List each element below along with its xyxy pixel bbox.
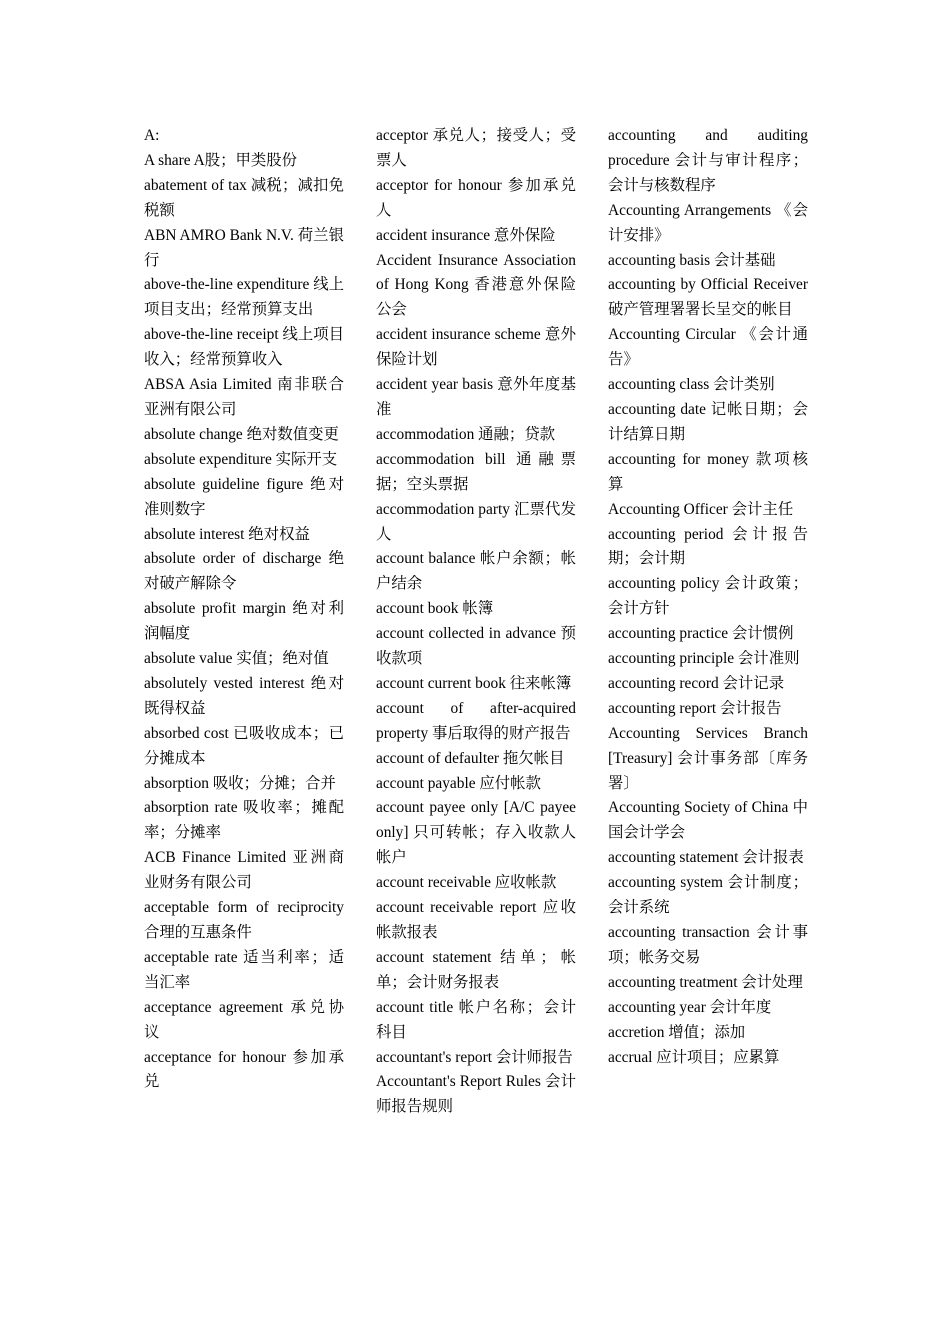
- glossary-entry: accounting treatment 会计处理: [608, 973, 803, 991]
- glossary-entry: accident year basis 意外年度基准: [376, 376, 576, 418]
- glossary-entry: Accounting Circular 《会计通告》: [608, 326, 808, 369]
- glossary-entry: A:: [144, 127, 160, 144]
- glossary-entry: account statement 结单；帐单；会计财务报表: [376, 948, 576, 991]
- glossary-entry: absolute value 实值；绝对值: [144, 650, 329, 668]
- glossary-entry: acceptor for honour 参加承兑人: [376, 176, 576, 219]
- glossary-entry: accounting record 会计记录: [608, 674, 785, 692]
- glossary-entry: accounting and auditing procedure 会计与审计程序；会计与核数程序: [608, 127, 808, 194]
- glossary-column-3: [608, 124, 808, 1070]
- glossary-entry: account collected in advance 预收款项: [376, 625, 576, 668]
- glossary-entry: account of after-acquired property 事后取得的财产报告: [376, 699, 576, 742]
- glossary-entry: abatement of tax 减税；减扣免税额: [144, 176, 344, 219]
- glossary-entry: accounting practice 会计惯例: [608, 625, 794, 643]
- glossary-entry: A share A股；甲类股份: [144, 151, 298, 169]
- glossary-entry: accountant's report 会计师报告: [376, 1048, 573, 1066]
- glossary-entry: acceptable form of reciprocity 合理的互惠条件: [144, 899, 344, 941]
- glossary-entry: Accounting Society of China 中国会计学会: [608, 799, 808, 842]
- glossary-entry: accounting report 会计报告: [608, 699, 782, 717]
- glossary-entry: Accounting Arrangements 《会计安排》: [608, 201, 808, 244]
- glossary-entry: accounting for money 款项核算: [608, 450, 808, 493]
- glossary-entry: accounting principle 会计准则: [608, 650, 800, 668]
- glossary-entry: account payable 应付帐款: [376, 774, 541, 792]
- glossary-entry: absolute profit margin 绝对利润幅度: [144, 600, 344, 643]
- glossary-entry: accounting basis 会计基础: [608, 251, 776, 269]
- glossary-entry: absolute expenditure 实际开支: [144, 450, 338, 468]
- glossary-entry: accommodation 通融；贷款: [376, 425, 556, 443]
- glossary-entry: acceptance for honour 参加承兑: [144, 1048, 344, 1091]
- glossary-entry: account receivable 应收帐款: [376, 874, 557, 892]
- glossary-entry: accounting transaction 会计事项；帐务交易: [608, 924, 808, 966]
- glossary-entry: Accounting Officer 会计主任: [608, 500, 794, 518]
- glossary-entry: accounting by Official Receiver 破产管理署署长呈交的帐目: [608, 276, 808, 319]
- glossary-entry: acceptor 承兑人；接受人；受票人: [376, 127, 576, 169]
- glossary-entry: Accounting Services Branch [Treasury] 会计事务部〔库务署〕: [608, 724, 808, 792]
- glossary-entry: accretion 增值；添加: [608, 1023, 746, 1041]
- glossary-entry: absolute change 绝对数值变更: [144, 425, 339, 443]
- glossary-entry: accounting class 会计类别: [608, 376, 775, 394]
- glossary-entry: absorbed cost 已吸收成本；已分摊成本: [144, 724, 344, 767]
- glossary-entry: Accountant's Report Rules 会计师报告规则: [376, 1073, 576, 1116]
- glossary-entry: accident insurance 意外保险: [376, 226, 556, 244]
- glossary-entry: accounting year 会计年度: [608, 998, 772, 1016]
- glossary-column-2: [376, 124, 576, 1120]
- glossary-entry: account of defaulter 拖欠帐目: [376, 749, 565, 767]
- glossary-entry: acceptance agreement 承兑协议: [144, 998, 344, 1041]
- glossary-entry: accommodation party 汇票代发人: [376, 500, 576, 543]
- glossary-entry: ACB Finance Limited 亚洲商业财务有限公司: [144, 849, 344, 892]
- glossary-entry: account book 帐簿: [376, 600, 494, 618]
- glossary-entry: accident insurance scheme 意外保险计划: [376, 326, 576, 369]
- glossary-entry: above-the-line receipt 线上项目收入；经常预算收入: [144, 326, 345, 369]
- glossary-entry: above-the-line expenditure 线上项目支出；经常预算支出: [144, 276, 345, 319]
- glossary-entry: acceptable rate 适当利率；适当汇率: [144, 948, 344, 991]
- glossary-entry: account balance 帐户余额；帐户结余: [376, 550, 576, 593]
- glossary-entry: absolute order of discharge 绝对破产解除令: [144, 550, 344, 593]
- glossary-entry: account current book 往来帐簿: [376, 674, 572, 692]
- glossary-entry: ABN AMRO Bank N.V. 荷兰银行: [144, 226, 344, 269]
- glossary-entry: accounting system 会计制度；会计系统: [608, 874, 808, 917]
- glossary-entry: absolute guideline figure 绝对准则数字: [144, 475, 344, 518]
- glossary-entry: account receivable report 应收帐款报表: [376, 899, 576, 941]
- glossary-entry: accrual 应计项目；应累算: [608, 1048, 780, 1066]
- glossary-entry: accounting date 记帐日期；会计结算日期: [608, 400, 808, 443]
- glossary-entry: accommodation bill 通融票据；空头票据: [376, 450, 576, 493]
- glossary-entry: account title 帐户名称；会计科目: [376, 998, 576, 1041]
- glossary-entry: accounting period 会计报告期；会计期: [608, 525, 808, 568]
- glossary-column-1: [144, 124, 344, 1095]
- glossary-entry: accounting statement 会计报表: [608, 849, 804, 867]
- glossary-entry: absorption 吸收；分摊；合并: [144, 774, 336, 792]
- glossary-entry: absolute interest 绝对权益: [144, 525, 310, 543]
- glossary-entry: absorption rate 吸收率；摊配率；分摊率: [144, 799, 344, 842]
- glossary-entry: Accident Insurance Association of Hong Kong 香港意外保险公会: [376, 251, 576, 319]
- glossary-entry: account payee only [A/C payee only] 只可转帐；存入收款人帐户: [376, 799, 576, 867]
- glossary-entry: absolutely vested interest 绝对既得权益: [144, 674, 344, 717]
- glossary-entry: ABSA Asia Limited 南非联合亚洲有限公司: [144, 376, 344, 418]
- glossary-entry: accounting policy 会计政策；会计方针: [608, 575, 808, 618]
